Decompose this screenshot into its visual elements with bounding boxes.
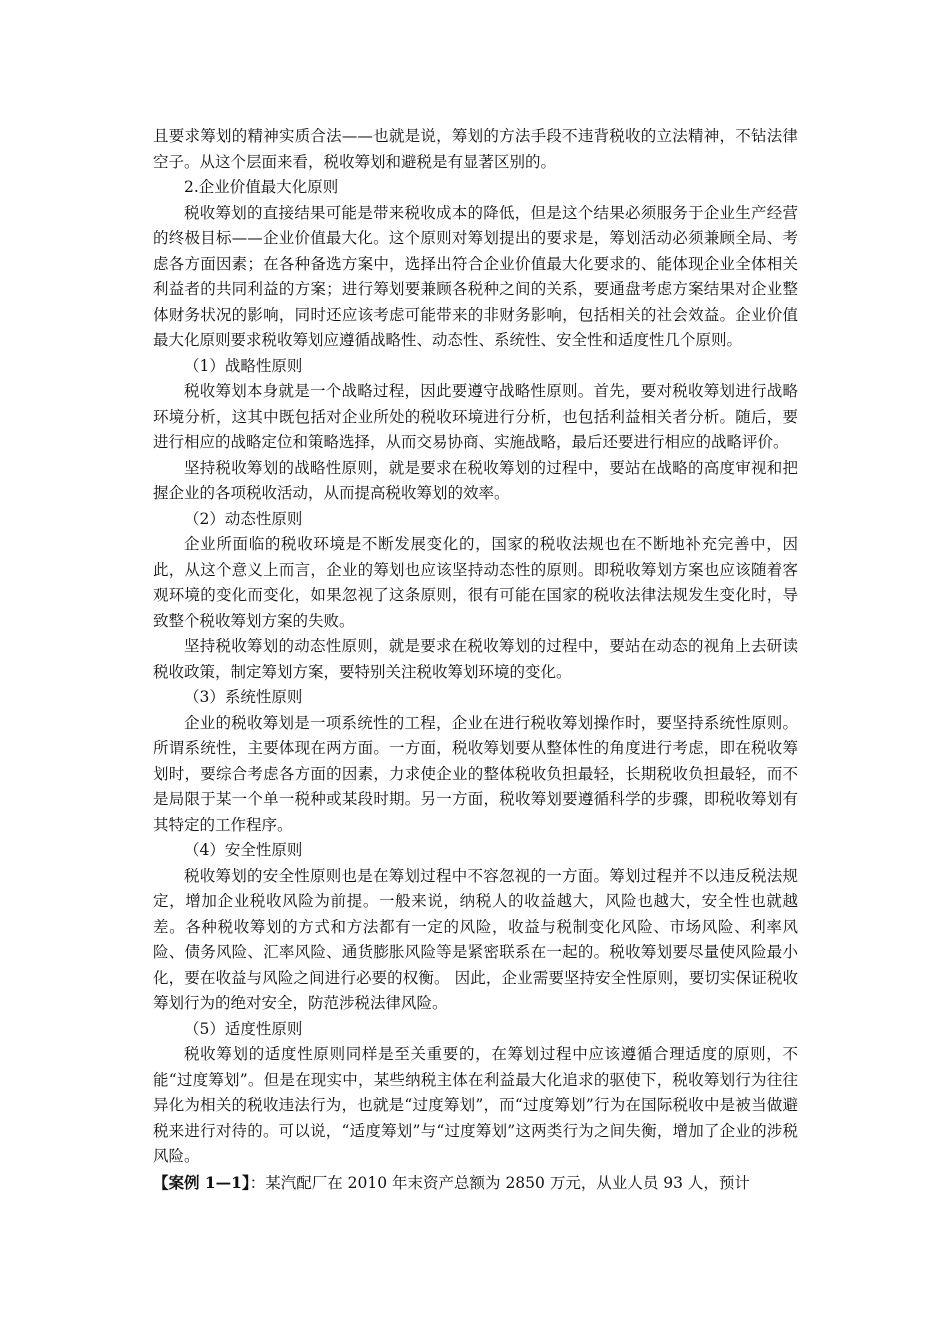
- document-page: [153, 124, 798, 1196]
- subheading-systematic: （3）系统性原则: [184, 688, 303, 706]
- paragraph-systematic: 企业的税收筹划是一项系统性的工程，企业在进行税收筹划操作时，要坚持系统性原则。所谓系统性，主要体现在两方面。一方面，税收筹划要从整体性的角度进行考虑，即在税收筹划时，要综合考虑各方面的因素，力求使企业的整体税收负担最轻，长期税收负担最轻，而不是局限于某一个单一税种或某段时期。另一方面，税收筹划要遵循科学的步骤，即税收筹划有其特定的工作程序。: [153, 713, 798, 834]
- paragraph-strategic-2: 坚持税收筹划的战略性原则，就是要求在税收筹划的过程中，要站在战略的高度审视和把握企业的各项税收活动，从而提高税收筹划的效率。: [153, 458, 798, 502]
- subheading-moderation: （5）适度性原则: [184, 1019, 303, 1038]
- section-heading-enterprise-value: 2.企业价值最大化原则: [184, 178, 339, 196]
- case-text: ：某汽配厂在 2010 年末资产总额为 2850 万元，从业人员 93 人，预计: [249, 1173, 750, 1192]
- paragraph-enterprise-value: 税收筹划的直接结果可能是带来税收成本的降低，但是这个结果必须服务于企业生产经营的终极目标——企业价值最大化。这个原则对筹划提出的要求是，筹划活动必须兼顾全局、考虑各方面因素；在各种备选方案中，选择出符合企业价值最大化要求的、能体现企业全体相关利益者的共同利益的方案；进行筹划要兼顾各税种之间的关系，要通盘考虑方案结果对企业整体财务状况的影响，同时还应该考虑可能带来的非财务影响，包括相关的社会效益。企业价值最大化原则要求税收筹划应遵循战略性、动态性、系统性、安全性和适度性几个原则。: [153, 203, 798, 349]
- paragraph-moderation: 税收筹划的适度性原则同样是至关重要的，在筹划过程中应该遵循合理适度的原则，不能“过度筹划”。但是在现实中，某些纳税主体在利益最大化追求的驱使下，税收筹划行为往往异化为相关的税收违法行为，也就是“过度筹划”，而“过度筹划”行为在国际税收中是被当做避税来进行对待的。可以说，“适度筹划”与“过度筹划”这两类行为之间失衡，增加了企业的涉税风险。: [153, 1045, 798, 1165]
- paragraph-intro: 且要求筹划的精神实质合法——也就是说，筹划的方法手段不违背税收的立法精神，不钻法律空子。从这个层面来看，税收筹划和避税是有显著区别的。: [153, 127, 798, 171]
- paragraph-dynamic-2: 坚持税收筹划的动态性原则，就是要求在税收筹划的过程中，要站在动态的视角上去研读税收政策，制定筹划方案，要特别关注税收筹划环境的变化。: [153, 637, 798, 681]
- paragraph-strategic-1: 税收筹划本身就是一个战略过程，因此要遵守战略性原则。首先，要对税收筹划进行战略环境分析，这其中既包括对企业所处的税收环境进行分析，也包括利益相关者分析。随后，要进行相应的战略定位和策略选择，从而交易协商、实施战略，最后还要进行相应的战略评价。: [153, 382, 798, 451]
- subheading-strategic: （1）战略性原则: [184, 356, 303, 375]
- case-label: 【案例 1—1】: [153, 1172, 250, 1192]
- paragraph-dynamic-1: 企业所面临的税收环境是不断发展变化的，国家的税收法规也在不断地补充完善中，因此，从这个意义上而言，企业的筹划也应该坚持动态性的原则。即税收筹划方案也应该随着客观环境的变化而变化，如果忽视了这条原则，很有可能在国家的税收法律法规发生变化时，导致整个税收筹划方案的失败。: [153, 535, 798, 630]
- case-paragraph: [153, 1170, 798, 1197]
- subheading-dynamic: （2）动态性原则: [184, 509, 303, 528]
- subheading-safety: （4）安全性原则: [184, 841, 303, 859]
- paragraph-safety: 税收筹划的安全性原则也是在筹划过程中不容忽视的一方面。筹划过程并不以违反税法规定，增加企业税收风险为前提。一般来说，纳税人的收益越大，风险也越大，安全性也就越差。各种税收筹划的方式和方法都有一定的风险，收益与税制变化风险、市场风险、利率风险、债务风险、汇率风险、通货膨胀风险等是紧密联系在一起的。税收筹划要尽量使风险最小化，要在收益与风险之间进行必要的权衡。 因此，企业需要坚持安全性原则，要切实保证税收筹划行为的绝对安全，防范涉税法律风险。: [153, 866, 798, 1012]
